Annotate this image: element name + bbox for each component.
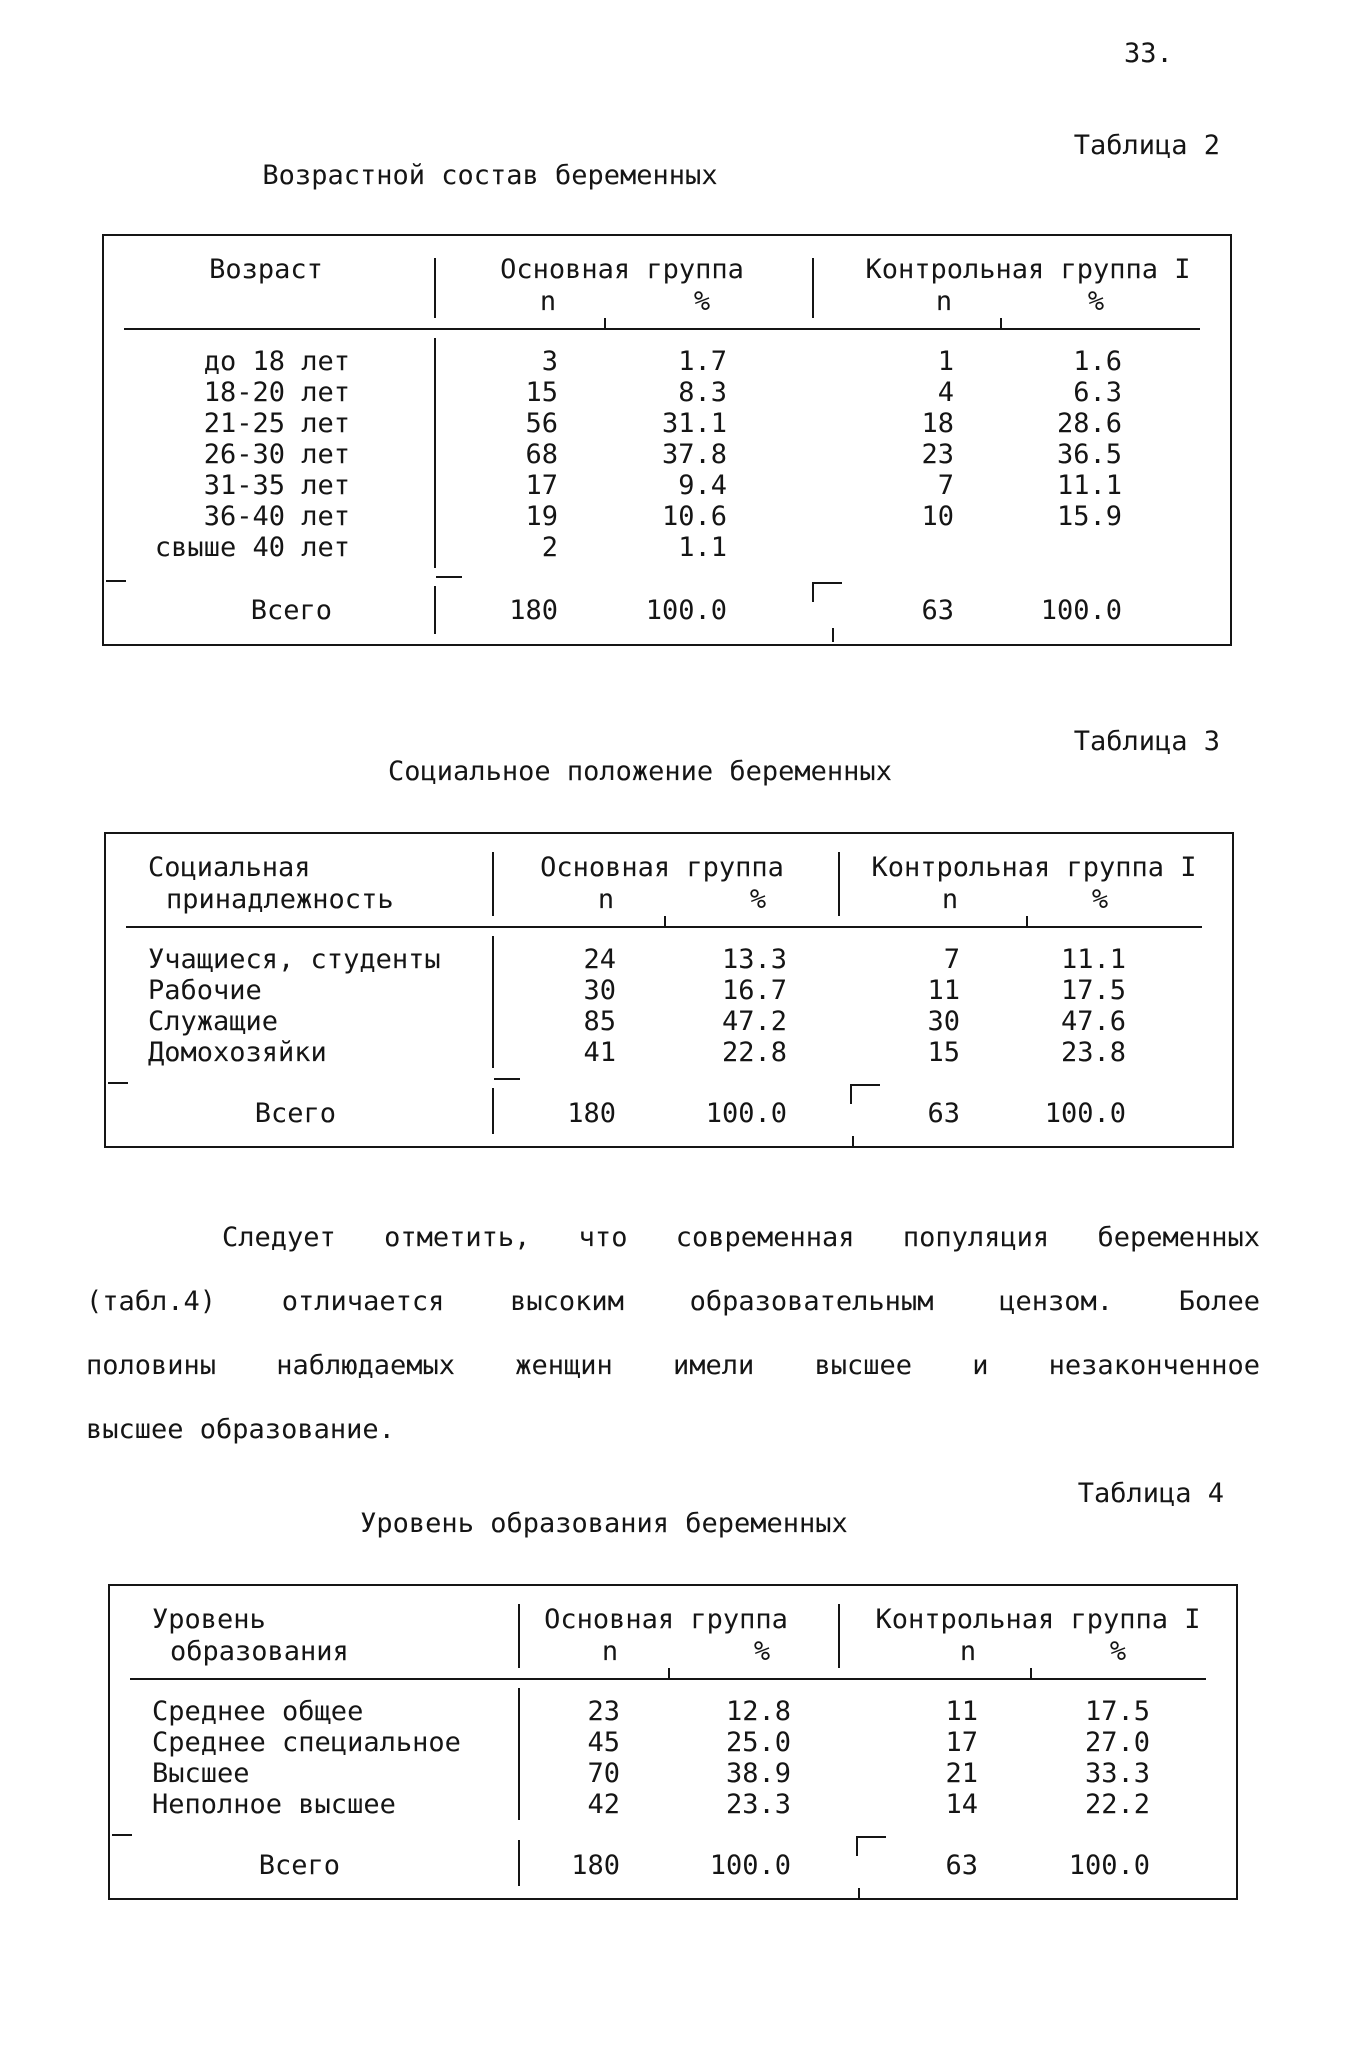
table3-title: Социальное положение беременных — [388, 756, 892, 787]
cell-n2: 21 — [945, 1758, 978, 1789]
table4-divider — [518, 1688, 520, 1820]
cell-p1: 100.0 — [705, 1098, 787, 1129]
cell-p1: 25.0 — [725, 1727, 791, 1758]
paragraph-line: (табл.4) отличается высоким образовательным цензом. Более — [86, 1286, 1260, 1317]
cell-p1: 23.3 — [725, 1789, 791, 1820]
table2-divider — [434, 338, 436, 568]
table3-total-mark — [850, 1084, 852, 1104]
row-label: 36-40 лет — [203, 501, 350, 532]
table4-total-mark — [112, 1834, 132, 1836]
cell-p2: 6.3 — [1073, 377, 1122, 408]
table2-col-n: n — [935, 286, 953, 317]
cell-p2: 36.5 — [1056, 439, 1122, 470]
row-label: Рабочие — [148, 975, 262, 1006]
cell-n1: 45 — [587, 1727, 620, 1758]
cell-p2: 47.6 — [1060, 1006, 1126, 1037]
row-label: 18-20 лет — [203, 377, 350, 408]
cell-n2: 7 — [943, 944, 960, 975]
table3-label: Таблица 3 — [1073, 726, 1220, 757]
table4-label: Таблица 4 — [1077, 1478, 1224, 1509]
row-label: свыше 40 лет — [154, 532, 350, 563]
cell-p2: 28.6 — [1056, 408, 1122, 439]
cell-p1: 100.0 — [645, 595, 727, 626]
table4-total-mark — [856, 1836, 858, 1856]
cell-n2: 15 — [927, 1037, 960, 1068]
cell-n1: 23 — [587, 1696, 620, 1727]
table3-total-mark — [852, 1136, 854, 1146]
table2-col-n: n — [539, 286, 557, 317]
cell-p1: 8.3 — [678, 377, 727, 408]
table4-total-mark — [856, 1836, 886, 1838]
cell-n2: 18 — [921, 408, 954, 439]
cell-n1: 42 — [587, 1789, 620, 1820]
cell-n2: 1 — [937, 346, 954, 377]
table2-header-rule — [124, 328, 1200, 330]
cell-n2: 10 — [921, 501, 954, 532]
cell-n2: 11 — [945, 1696, 978, 1727]
table2-title: Возрастной состав беременных — [262, 160, 718, 191]
row-label: 31-35 лет — [203, 470, 350, 501]
cell-p1: 100.0 — [709, 1850, 791, 1881]
cell-p1: 38.9 — [725, 1758, 791, 1789]
row-label: Среднее общее — [152, 1696, 364, 1727]
row-label: Всего — [258, 1850, 340, 1881]
row-label: Всего — [250, 595, 332, 626]
table3-total-mark — [494, 1078, 520, 1080]
cell-p1: 9.4 — [678, 470, 727, 501]
table3-col-social: Социальная — [148, 852, 311, 883]
cell-p1: 37.8 — [661, 439, 727, 470]
cell-n1: 17 — [525, 470, 558, 501]
table4-col-pct: % — [753, 1636, 771, 1667]
table3-divider — [492, 936, 494, 1068]
cell-n1: 70 — [587, 1758, 620, 1789]
cell-p1: 1.1 — [678, 532, 727, 563]
table3-col-pct: % — [1091, 884, 1109, 915]
table4-tick — [1030, 1668, 1032, 1680]
cell-p2: 17.5 — [1084, 1696, 1150, 1727]
table2-total-mark — [832, 628, 834, 642]
table2-col-main-group: Основная группа — [500, 254, 744, 285]
row-label: Всего — [254, 1098, 336, 1129]
table2-total-mark — [436, 576, 462, 578]
table2-col-age: Возраст — [209, 254, 323, 285]
cell-p1: 12.8 — [725, 1696, 791, 1727]
cell-n1: 180 — [509, 595, 558, 626]
cell-n1: 180 — [567, 1098, 616, 1129]
table4-divider — [518, 1840, 520, 1886]
row-label: Высшее — [152, 1758, 250, 1789]
cell-p2: 23.8 — [1060, 1037, 1126, 1068]
cell-n1: 180 — [571, 1850, 620, 1881]
cell-n2: 4 — [937, 377, 954, 408]
cell-n1: 15 — [525, 377, 558, 408]
cell-p1: 13.3 — [721, 944, 787, 975]
table4-divider — [838, 1604, 840, 1668]
table2-col-control-group: Контрольная группа I — [865, 254, 1191, 285]
table3-divider — [492, 1088, 494, 1134]
table4-tick — [668, 1668, 670, 1680]
table2-tick — [604, 318, 606, 330]
table4-col-main-group: Основная группа — [544, 1604, 788, 1635]
table2-total-mark — [812, 582, 814, 602]
row-label: Среднее специальное — [152, 1727, 461, 1758]
cell-p1: 16.7 — [721, 975, 787, 1006]
row-label: 26-30 лет — [203, 439, 350, 470]
table4-divider — [518, 1604, 520, 1668]
cell-n2: 7 — [937, 470, 954, 501]
cell-p1: 1.7 — [678, 346, 727, 377]
cell-n1: 56 — [525, 408, 558, 439]
table3-divider — [492, 852, 494, 916]
table2-total-mark — [812, 582, 842, 584]
table4-col-education: образования — [170, 1636, 349, 1667]
cell-p2: 27.0 — [1084, 1727, 1150, 1758]
row-label: до 18 лет — [203, 346, 350, 377]
table4-col-n: n — [959, 1636, 977, 1667]
cell-n1: 85 — [583, 1006, 616, 1037]
table4-col-control-group: Контрольная группа I — [875, 1604, 1201, 1635]
cell-n1: 3 — [541, 346, 558, 377]
table2-divider — [434, 586, 436, 634]
cell-p2: 15.9 — [1056, 501, 1122, 532]
cell-n2: 23 — [921, 439, 954, 470]
cell-p2: 100.0 — [1040, 595, 1122, 626]
cell-p1: 22.8 — [721, 1037, 787, 1068]
table3-col-control-group: Контрольная группа I — [871, 852, 1197, 883]
table4-total-mark — [858, 1888, 860, 1898]
cell-n2: 30 — [927, 1006, 960, 1037]
table4-col-pct: % — [1109, 1636, 1127, 1667]
page-number: 33. — [1124, 38, 1173, 69]
row-label: 21-25 лет — [203, 408, 350, 439]
row-label: Домохозяйки — [148, 1037, 327, 1068]
cell-p2: 1.6 — [1073, 346, 1122, 377]
table3-tick — [664, 916, 666, 928]
table4-col-education: Уровень — [152, 1604, 266, 1635]
cell-p2: 33.3 — [1084, 1758, 1150, 1789]
table2-tick — [1000, 318, 1002, 330]
body-paragraph — [86, 1224, 1260, 1464]
table3-col-main-group: Основная группа — [540, 852, 784, 883]
cell-p2: 100.0 — [1068, 1850, 1150, 1881]
cell-p1: 31.1 — [661, 408, 727, 439]
row-label: Служащие — [148, 1006, 279, 1037]
paragraph-line: высшее образование. — [86, 1414, 395, 1445]
cell-p2: 11.1 — [1056, 470, 1122, 501]
table3-total-mark — [108, 1082, 128, 1084]
table3-col-social: принадлежность — [166, 884, 394, 915]
cell-n2: 14 — [945, 1789, 978, 1820]
cell-p2: 22.2 — [1084, 1789, 1150, 1820]
cell-p1: 10.6 — [661, 501, 727, 532]
row-label: Неполное высшее — [152, 1789, 396, 1820]
cell-n1: 41 — [583, 1037, 616, 1068]
table2-total-mark — [106, 580, 126, 582]
table2-label: Таблица 2 — [1073, 130, 1220, 161]
table3-col-n: n — [941, 884, 959, 915]
table2-col-pct: % — [693, 286, 711, 317]
cell-n2: 17 — [945, 1727, 978, 1758]
cell-p2: 11.1 — [1060, 944, 1126, 975]
cell-n2: 63 — [927, 1098, 960, 1129]
cell-n2: 63 — [921, 595, 954, 626]
cell-p1: 47.2 — [721, 1006, 787, 1037]
table4-title: Уровень образования беременных — [360, 1508, 848, 1539]
cell-n1: 68 — [525, 439, 558, 470]
table2-divider — [812, 258, 814, 318]
table2-col-pct: % — [1087, 286, 1105, 317]
cell-n1: 19 — [525, 501, 558, 532]
row-label: Учащиеся, студенты — [148, 944, 441, 975]
paragraph-line: Следует отметить, что современная популяция беременных — [222, 1222, 1260, 1253]
cell-n1: 30 — [583, 975, 616, 1006]
table2-divider — [434, 258, 436, 318]
cell-p2: 100.0 — [1044, 1098, 1126, 1129]
cell-n1: 24 — [583, 944, 616, 975]
cell-n2: 63 — [945, 1850, 978, 1881]
table3-total-mark — [850, 1084, 880, 1086]
paragraph-line: половины наблюдаемых женщин имели высшее и незаконченное — [86, 1350, 1260, 1381]
table4-col-n: n — [601, 1636, 619, 1667]
cell-n1: 2 — [541, 532, 558, 563]
table3-col-n: n — [597, 884, 615, 915]
cell-p2: 17.5 — [1060, 975, 1126, 1006]
cell-n2: 11 — [927, 975, 960, 1006]
table3-col-pct: % — [749, 884, 767, 915]
table3-tick — [1026, 916, 1028, 928]
table3-divider — [838, 852, 840, 916]
